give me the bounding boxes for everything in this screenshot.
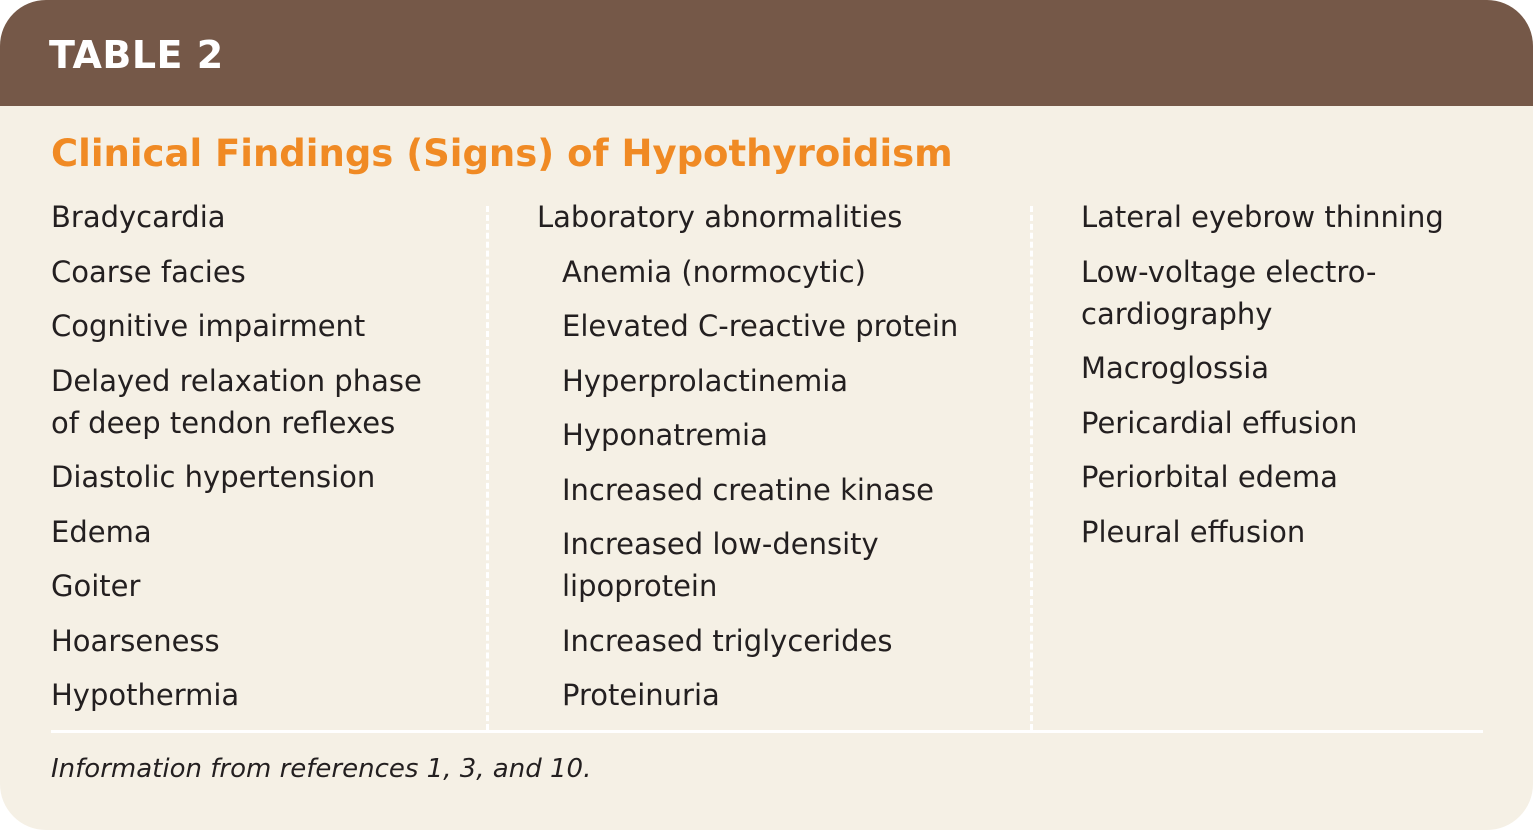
footnote: Information from references 1, 3, and 10. <box>51 754 592 784</box>
findings-column-2 <box>537 196 1007 729</box>
list-subitem: Increased creatine kinase <box>562 472 935 507</box>
list-subitem: Proteinuria <box>562 678 720 712</box>
table-number-label: TABLE 2 <box>49 33 224 77</box>
list-item: Goiter <box>51 569 141 603</box>
list-item: Hoarseness <box>51 623 220 658</box>
column-divider <box>1030 206 1033 730</box>
list-item: Coarse facies <box>51 254 246 289</box>
column-divider <box>486 206 489 730</box>
list-subitem: Increased triglycerides <box>562 623 893 658</box>
list-item: Low-voltage electro- cardiography <box>1081 254 1377 331</box>
findings-column-1 <box>51 196 471 729</box>
list-item: Macroglossia <box>1081 351 1270 385</box>
list-subitem: Elevated C-reactive protein <box>562 309 959 343</box>
list-item: Hypothermia <box>51 678 240 712</box>
list-item: Periorbital edema <box>1081 460 1338 494</box>
list-item: Lateral eyebrow thinning <box>1081 200 1444 234</box>
findings-column-3 <box>1081 196 1501 565</box>
list-subitem: Increased low-density lipoprotein <box>562 527 879 603</box>
list-item: Edema <box>51 514 152 549</box>
list-item-heading: Laboratory abnormalities <box>537 200 903 234</box>
list-subitem: Hyponatremia <box>562 418 768 452</box>
footnote-divider <box>51 730 1483 733</box>
list-item: Diastolic hypertension <box>51 460 376 494</box>
list-item: Delayed relaxation phase of deep tendon reflexes <box>51 363 422 440</box>
list-item: Pleural effusion <box>1081 514 1306 549</box>
list-subitem: Hyperprolactinemia <box>562 363 849 398</box>
table-title: Clinical Findings (Signs) of Hypothyroidism <box>51 132 953 175</box>
list-item: Pericardial effusion <box>1081 405 1358 440</box>
list-item: Bradycardia <box>51 200 226 234</box>
list-subitem: Anemia (normocytic) <box>562 254 866 289</box>
table-header-bar <box>0 0 1533 106</box>
list-item: Cognitive impairment <box>51 309 366 343</box>
